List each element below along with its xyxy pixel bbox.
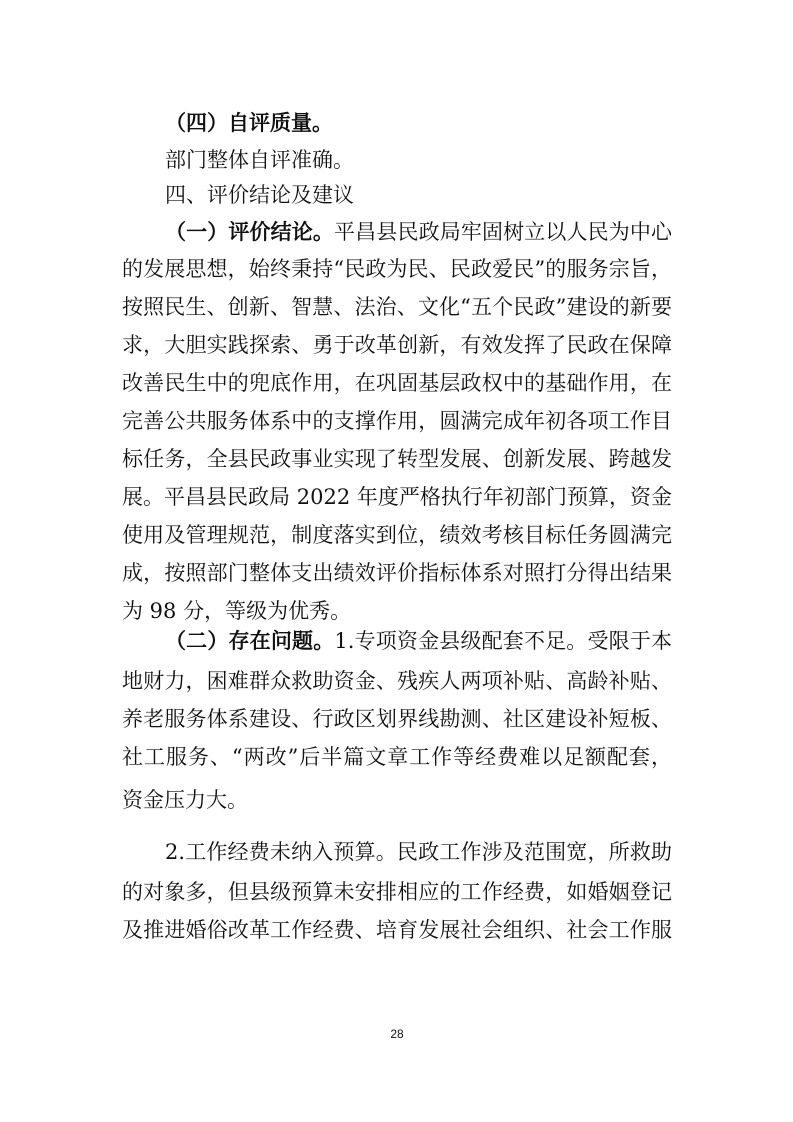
bold-heading: （一）评价结论。 xyxy=(165,220,335,244)
text-line xyxy=(165,628,672,654)
text-line: 标任务，全县民政事业实现了转型发展、创新发展、跨越发 xyxy=(122,447,672,471)
text-line: 部门整体自评准确。 xyxy=(165,148,354,172)
page-number: 28 xyxy=(390,1027,404,1041)
line-text: 平昌县民政局牢固树立以人民为中心 xyxy=(334,220,673,244)
text-line: 的对象多，但县级预算未安排相应的工作经费，如婚姻登记 xyxy=(122,880,672,904)
text-line: 地财力，困难群众救助资金、残疾人两项补贴、高龄补贴、 xyxy=(122,669,672,693)
bold-heading: （四）自评质量。 xyxy=(165,111,333,135)
text-line: 及推进婚俗改革工作经费、培育发展社会组织、社会工作服 xyxy=(122,918,672,942)
text-line: 养老服务体系建设、行政区划界线勘测、社区建设补短板、 xyxy=(122,707,672,731)
text-line: 使用及管理规范，制度落实到位，绩效考核目标任务圆满完 xyxy=(122,523,672,547)
text-line: 的发展思想，始终秉持“民政为民、民政爱民”的服务宗旨， xyxy=(122,257,672,281)
section-heading xyxy=(165,110,672,136)
text-line: 为 98 分，等级为优秀。 xyxy=(122,599,352,623)
text-line: 改善民生中的兜底作用，在巩固基层政权中的基础作用，在 xyxy=(122,371,672,395)
line-text: 1.专项资金县级配套不足。受限于本 xyxy=(334,629,672,653)
text-line: 完善公共服务体系中的支撑作用，圆满完成年初各项工作目 xyxy=(122,409,672,433)
text-line xyxy=(165,219,672,245)
bold-heading: （二）存在问题。 xyxy=(165,629,335,653)
text-line: 社工服务、“两改”后半篇文章工作等经费难以足额配套， xyxy=(122,745,672,769)
text-line: 成，按照部门整体支出绩效评价指标体系对照打分得出结果 xyxy=(122,561,672,585)
text-line: 按照民生、创新、智慧、法治、文化“五个民政”建设的新要 xyxy=(122,295,672,319)
text-line: 展。平昌县民政局 2022 年度严格执行年初部门预算，资金 xyxy=(122,485,672,509)
section-heading: 四、评价结论及建议 xyxy=(165,183,354,207)
text-line: 求，大胆实践探索、勇于改革创新，有效发挥了民政在保障 xyxy=(122,333,672,357)
text-line: 2.工作经费未纳入预算。民政工作涉及范围宽，所救助 xyxy=(165,840,672,864)
text-line: 资金压力大。 xyxy=(122,788,248,812)
